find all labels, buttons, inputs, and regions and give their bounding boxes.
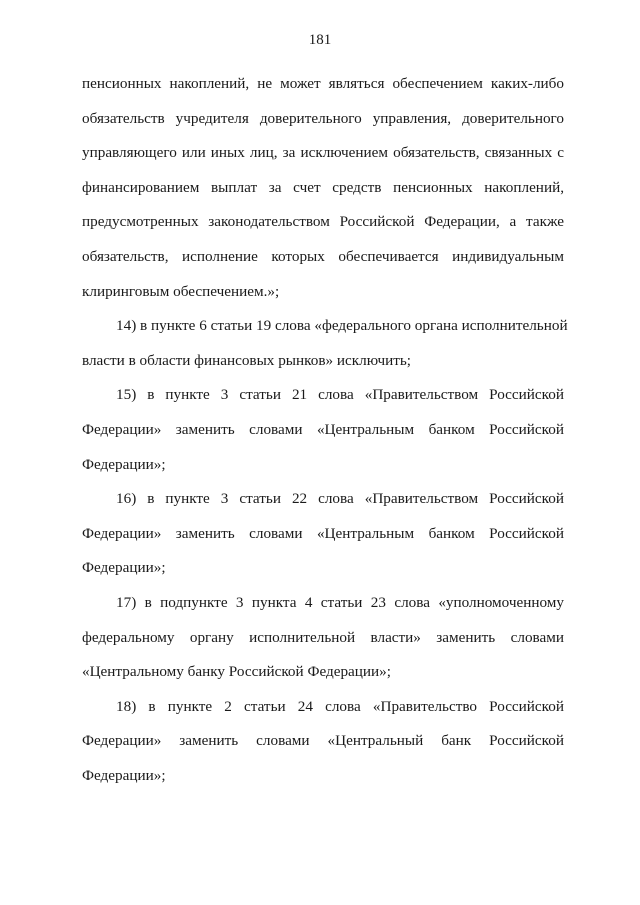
text-line: федеральному органу исполнительной власти» заменить словами (82, 628, 564, 646)
text-line: пенсионных накоплений, не может являться обеспечением каких-либо (82, 75, 564, 92)
text-line: Федерации» заменить словами «Центральным банком Российской (82, 524, 564, 542)
text-line: власти в области финансовых рынков» исключить; (82, 351, 412, 369)
text-line: Федерации» заменить словами «Центральным банком Российской (82, 420, 564, 438)
text-line: Федерации»; (82, 766, 166, 784)
text-line: клиринговым обеспечением.»; (82, 282, 280, 300)
text-line: обязательств, исполнение которых обеспечивается индивидуальным (82, 247, 564, 265)
text-line: финансированием выплат за счет средств пенсионных накоплений, (82, 178, 564, 196)
document-body (82, 67, 568, 793)
list-item-15-line: 15) в пункте 3 статьи 21 слова «Правительством Российской (116, 386, 564, 404)
list-item-17-line: 17) в подпункте 3 пункта 4 статьи 23 слова «уполномоченному (116, 593, 564, 611)
text-line: «Центральному банку Российской Федерации»; (82, 663, 391, 681)
text-line: Федерации»; (82, 455, 166, 473)
page-number: 181 (308, 32, 332, 48)
text-line: обязательств учредителя доверительного управления, доверительного (82, 109, 564, 127)
text-line: Федерации» заменить словами «Центральный банк Российской (82, 732, 564, 750)
list-item-14-line: 14) в пункте 6 статьи 19 слова «федерального органа исполнительной (116, 317, 568, 335)
text-line: Федерации»; (82, 559, 166, 577)
list-item-16-line: 16) в пункте 3 статьи 22 слова «Правительством Российской (116, 490, 564, 508)
list-item-18-line: 18) в пункте 2 статьи 24 слова «Правительство Российской (116, 697, 564, 715)
text-line: управляющего или иных лиц, за исключением обязательств, связанных с (82, 144, 564, 162)
text-line: предусмотренных законодательством Российской Федерации, а также (82, 213, 564, 231)
